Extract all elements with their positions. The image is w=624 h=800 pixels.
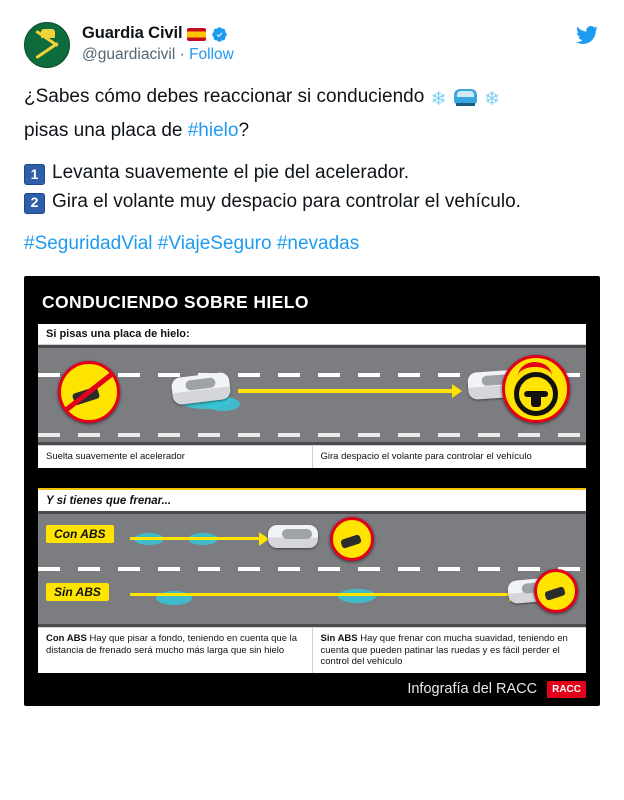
follow-link[interactable]: Follow <box>189 45 234 63</box>
step-item-2 <box>24 189 600 216</box>
road-edge-bottom-noabs <box>38 624 586 627</box>
display-name: Guardia Civil <box>82 24 183 42</box>
account-handle[interactable]: @guardiacivil <box>82 45 176 63</box>
hashtags-line[interactable]: #SeguridadVial #ViajeSeguro #nevadas <box>24 233 360 255</box>
brake-pedal-shape <box>340 534 362 549</box>
question-text-1: ¿Sabes cómo debes reaccionar si conduciendo <box>24 86 425 107</box>
red-turn-arrow <box>518 362 552 376</box>
caption-no-abs <box>312 628 587 674</box>
tweet-question-line1 <box>24 84 600 114</box>
no-accelerator-pedal-sign-icon <box>58 361 120 423</box>
avatar-sword2-shape <box>35 42 58 59</box>
tweet-question-line2 <box>24 118 600 145</box>
spain-flag-emoji <box>187 28 206 41</box>
caption-abs-title: Con ABS <box>46 632 87 644</box>
caption-left: Suelta suavemente el acelerador <box>46 450 185 462</box>
captions-row-bottom <box>38 627 586 674</box>
lane-dash-no-abs <box>38 567 586 571</box>
question-text-3: ? <box>238 119 250 141</box>
step-text-2: Gira el volante muy despacio para controlar el vehículo. <box>52 190 521 212</box>
captions-row-top <box>38 445 586 468</box>
brake-pedal-sign-icon-2 <box>534 569 578 613</box>
racc-logo: RACC <box>547 681 586 698</box>
twitter-bird-icon <box>574 24 600 46</box>
abs-braking-arrow <box>130 537 260 540</box>
section1-subtitle: Si pisas una placa de hielo: <box>38 324 586 345</box>
noabs-skid-arrow <box>130 593 510 596</box>
road-edge-bottom <box>38 442 586 445</box>
handle-separator: · <box>179 45 185 63</box>
tweet-text <box>24 84 600 258</box>
steps-list <box>24 160 600 215</box>
brake-pedal-shape-2 <box>544 586 566 601</box>
handle-row <box>82 45 234 64</box>
section-ice-patch <box>38 324 586 468</box>
steering-wheel-shape <box>514 372 558 416</box>
snowflake-emoji-right: ❄ <box>484 89 500 110</box>
label-con-abs: Con ABS <box>46 525 114 543</box>
step-text-1: Levanta suavemente el pie del acelerador. <box>52 161 410 183</box>
question-text-2: pisas una placa de <box>24 119 183 141</box>
display-name-row <box>82 23 234 44</box>
caption-right: Gira despacio el volante para controlar el vehículo <box>312 446 587 468</box>
tweet-header <box>24 22 600 68</box>
step-number-2: 2 <box>24 193 45 214</box>
steering-wheel-turn-sign-icon <box>502 355 570 423</box>
footer-credit: Infografía del RACC <box>407 681 538 698</box>
verified-badge-icon <box>211 26 228 43</box>
brake-pedal-sign-icon <box>330 517 374 561</box>
account-names <box>82 22 234 64</box>
section-braking <box>38 488 586 674</box>
step-item-1 <box>24 160 600 187</box>
snowflake-emoji-left: ❄ <box>430 89 447 110</box>
car-emoji <box>454 89 477 104</box>
label-sin-abs: Sin ABS <box>46 583 109 601</box>
caption-no-abs-title: Sin ABS <box>320 632 358 644</box>
lane-dash-lower <box>38 433 586 437</box>
caption-abs <box>38 628 312 674</box>
road-scene-no-abs <box>38 567 586 627</box>
avatar[interactable] <box>24 22 70 68</box>
caption-no-abs-text: Hay que frenar con mucha suavidad, teniendo en cuenta que pueden patinar las ruedas y es fácil perder el control del vehículo <box>320 632 568 668</box>
caption-abs-text: Hay que pisar a fondo, teniendo en cuenta que la distancia de frenado será mucho más larga que sin hielo <box>46 632 298 656</box>
step-number-1: 1 <box>24 164 45 185</box>
road-edge-top <box>38 345 586 348</box>
infographic-image[interactable] <box>24 276 600 706</box>
road-edge-top-abs <box>38 511 586 514</box>
infographic-title: CONDUCIENDO SOBRE HIELO <box>42 291 309 312</box>
car-abs <box>268 525 318 548</box>
road-scene-abs <box>38 511 586 567</box>
prohibition-slash <box>65 373 112 411</box>
ice-patch-noabs-2 <box>338 589 376 603</box>
road-scene-top <box>38 345 586 445</box>
section2-subtitle: Y si tienes que frenar... <box>38 488 586 511</box>
trajectory-arrow <box>238 389 453 393</box>
infographic-footer <box>407 681 586 698</box>
hashtag-hielo[interactable]: #hielo <box>187 119 239 141</box>
